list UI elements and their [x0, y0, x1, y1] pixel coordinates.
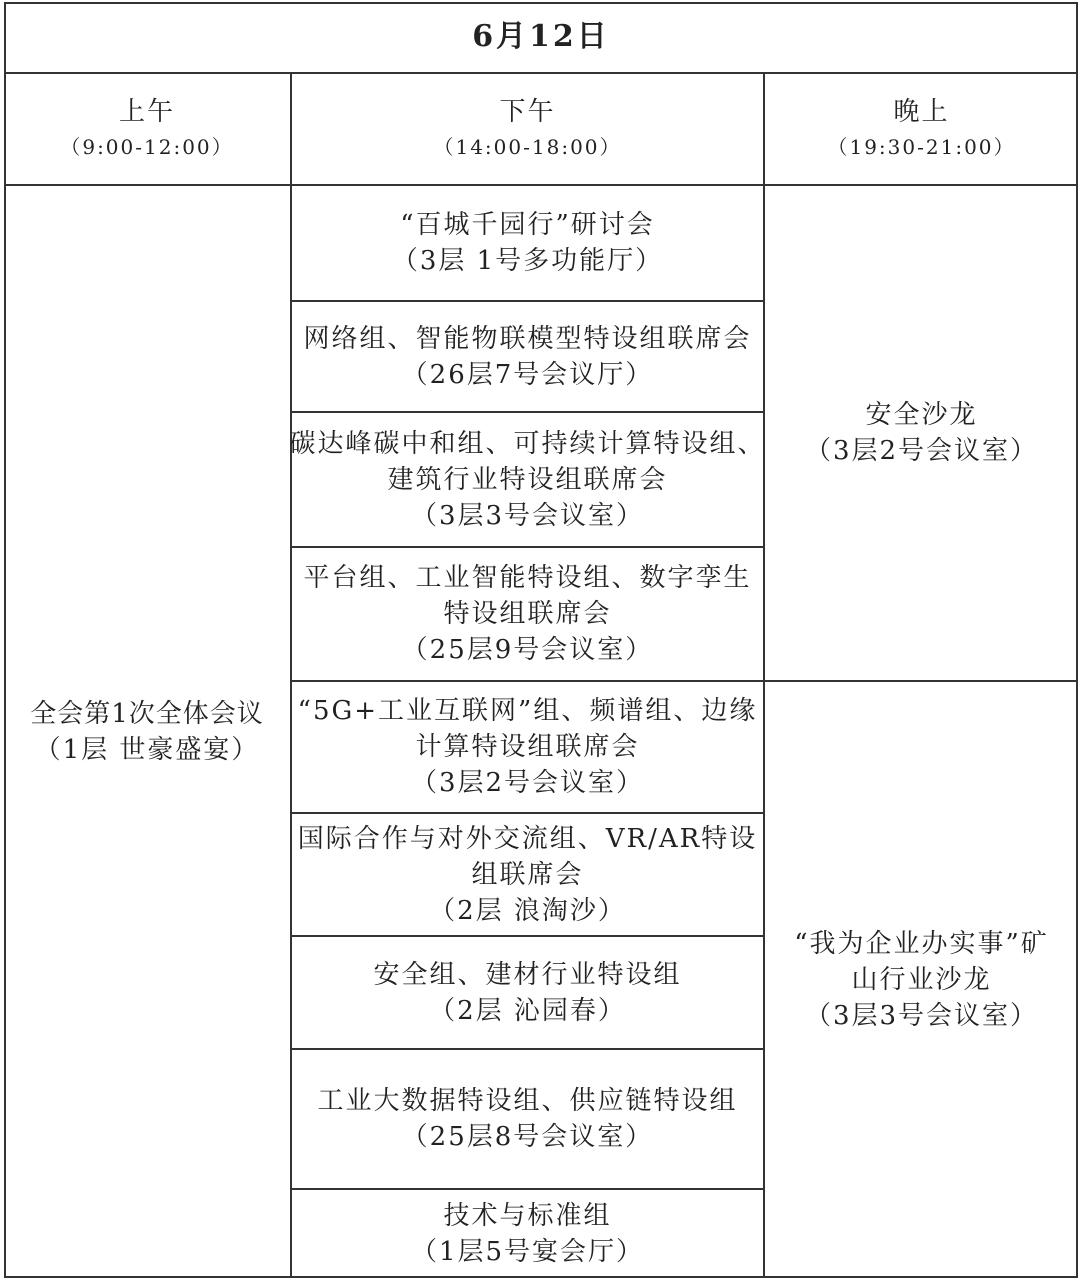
- session-title: “百城千园行”研讨会: [400, 210, 655, 240]
- column-time: （14:00-18:00）: [433, 135, 622, 159]
- date-label: 6月12日: [472, 19, 610, 54]
- session-title: 技术与标准组: [443, 1201, 612, 1231]
- session-title: 安全组、建材行业特设组: [373, 959, 682, 990]
- afternoon-session: [289, 413, 766, 546]
- afternoon-session: [292, 1050, 763, 1188]
- session-room: （1层 世豪盛宴）: [34, 735, 260, 765]
- afternoon-session: [292, 548, 763, 680]
- session-room: （1层5号宴会厅）: [410, 1237, 645, 1267]
- session-room: （25层8号会议室）: [401, 1122, 654, 1152]
- column-label: 上午: [118, 97, 175, 127]
- session-title: 平台组、工业智能特设组、数字孪生: [303, 563, 752, 593]
- session-title: 网络组、智能物联模型特设组联席会: [303, 323, 752, 354]
- column-header-afternoon: [292, 74, 763, 184]
- afternoon-session: [292, 682, 763, 812]
- session-title: 计算特设组联席会: [415, 732, 640, 762]
- session-title: “5G+工业互联网”组、频谱组、边缘: [297, 696, 758, 726]
- session-room: （3层3号会议室）: [410, 500, 645, 531]
- session-title: 山行业沙龙: [851, 965, 992, 995]
- column-label: 下午: [499, 97, 556, 127]
- session-room: （25层9号会议室）: [401, 635, 654, 665]
- column-time: （9:00-12:00）: [60, 135, 234, 159]
- evening-session: [765, 186, 1078, 680]
- afternoon-session: [292, 814, 763, 935]
- evening-session: [765, 682, 1078, 1278]
- afternoon-session: [292, 1190, 763, 1278]
- session-title: 全会第1次全体会议: [30, 699, 264, 729]
- session-room: （2层 浪淘沙）: [429, 895, 626, 926]
- morning-session: [4, 186, 290, 1278]
- session-title: “我为企业办实事”矿: [794, 929, 1049, 959]
- afternoon-session: [292, 186, 763, 300]
- session-title: 组联席会: [471, 859, 584, 890]
- session-title: 特设组联席会: [443, 599, 612, 629]
- session-room: （3层 1号多功能厅）: [391, 246, 664, 276]
- afternoon-session: [292, 937, 763, 1048]
- session-title: 建筑行业特设组联席会: [387, 464, 668, 495]
- column-label: 晚上: [893, 97, 950, 127]
- session-title: 碳达峰碳中和组、可持续计算特设组、: [289, 428, 766, 459]
- date-header: [4, 2, 1078, 72]
- afternoon-session: [292, 302, 763, 411]
- column-header-morning: [4, 74, 290, 184]
- column-time: （19:30-21:00）: [827, 135, 1016, 159]
- session-title: 工业大数据特设组、供应链特设组: [317, 1086, 738, 1116]
- session-room: （26层7号会议厅）: [401, 359, 654, 390]
- session-room: （3层3号会议室）: [804, 1001, 1039, 1031]
- session-room: （3层2号会议室）: [410, 768, 645, 798]
- session-room: （2层 沁园春）: [429, 995, 626, 1026]
- session-title: 安全沙龙: [865, 400, 978, 430]
- column-header-evening: [765, 74, 1078, 184]
- session-title: 国际合作与对外交流组、VR/AR特设: [297, 823, 758, 854]
- session-room: （3层2号会议室）: [804, 436, 1039, 466]
